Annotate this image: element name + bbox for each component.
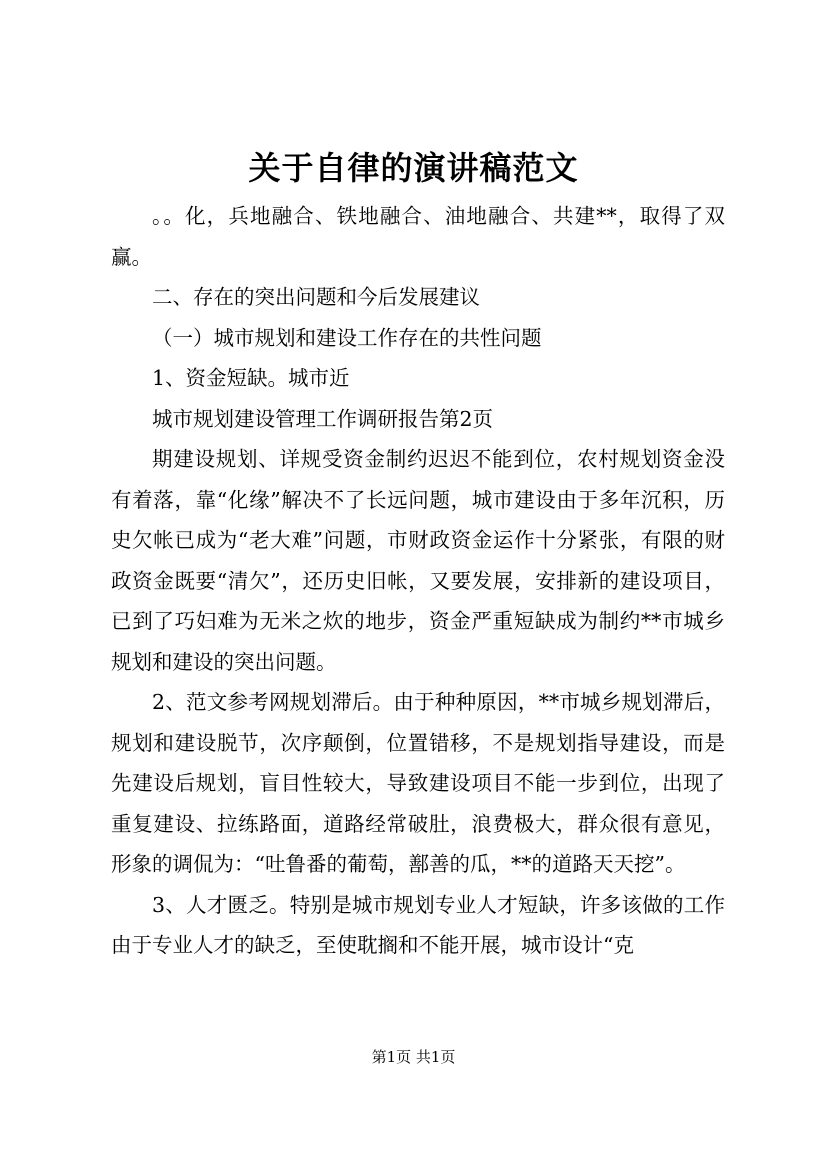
subsection-heading: （一）城市规划和建设工作存在的共性问题 <box>152 325 542 350</box>
document-body <box>111 196 725 966</box>
section-heading: 二、存在的突出问题和今后发展建议 <box>152 285 480 309</box>
paragraph: 城市规划建设管理工作调研报告第2页 <box>152 406 494 431</box>
paragraph: 。。化，兵地融合、铁地融合、油地融合、共建**，取得了双赢。 <box>111 204 725 269</box>
paragraph: 期建设规划、详规受资金制约迟迟不能到位，农村规划资金没有着落，靠“化缘”解决不了长远问题，城市建设由于多年沉积，历史欠帐已成为“老大难”问题，市财政资金运作十分紧张，有限的财政资金既要“清欠”，还历史旧帐，又要发展，安排新的建设项目，已到了巧妇难为无米之炊的地步，资金严重短缺成为制约**市城乡规划和建设的突出问题。 <box>111 447 725 674</box>
paragraph: 3、人才匮乏。特别是城市规划专业人才短缺，许多该做的工作由于专业人才的缺乏，至使耽搁和不能开展，城市设计“克 <box>111 892 725 957</box>
paragraph: 2、范文参考网规划滞后。由于种种原因，**市城乡规划滞后，规划和建设脱节，次序颠倒，位置错移，不是规划指导建设，而是先建设后规划，盲目性较大，导致建设项目不能一步到位，出现了重复建设、拉练路面，道路经常破肚，浪费极大，群众很有意见，形象的调侃为：“吐鲁番的葡萄，鄯善的瓜，**的道路天天挖”。 <box>111 690 725 876</box>
page-footer: 第1页 共1页 <box>371 1048 456 1066</box>
document-title: 关于自律的演讲稿范文 <box>248 149 579 187</box>
paragraph: 1、资金短缺。城市近 <box>152 366 350 390</box>
